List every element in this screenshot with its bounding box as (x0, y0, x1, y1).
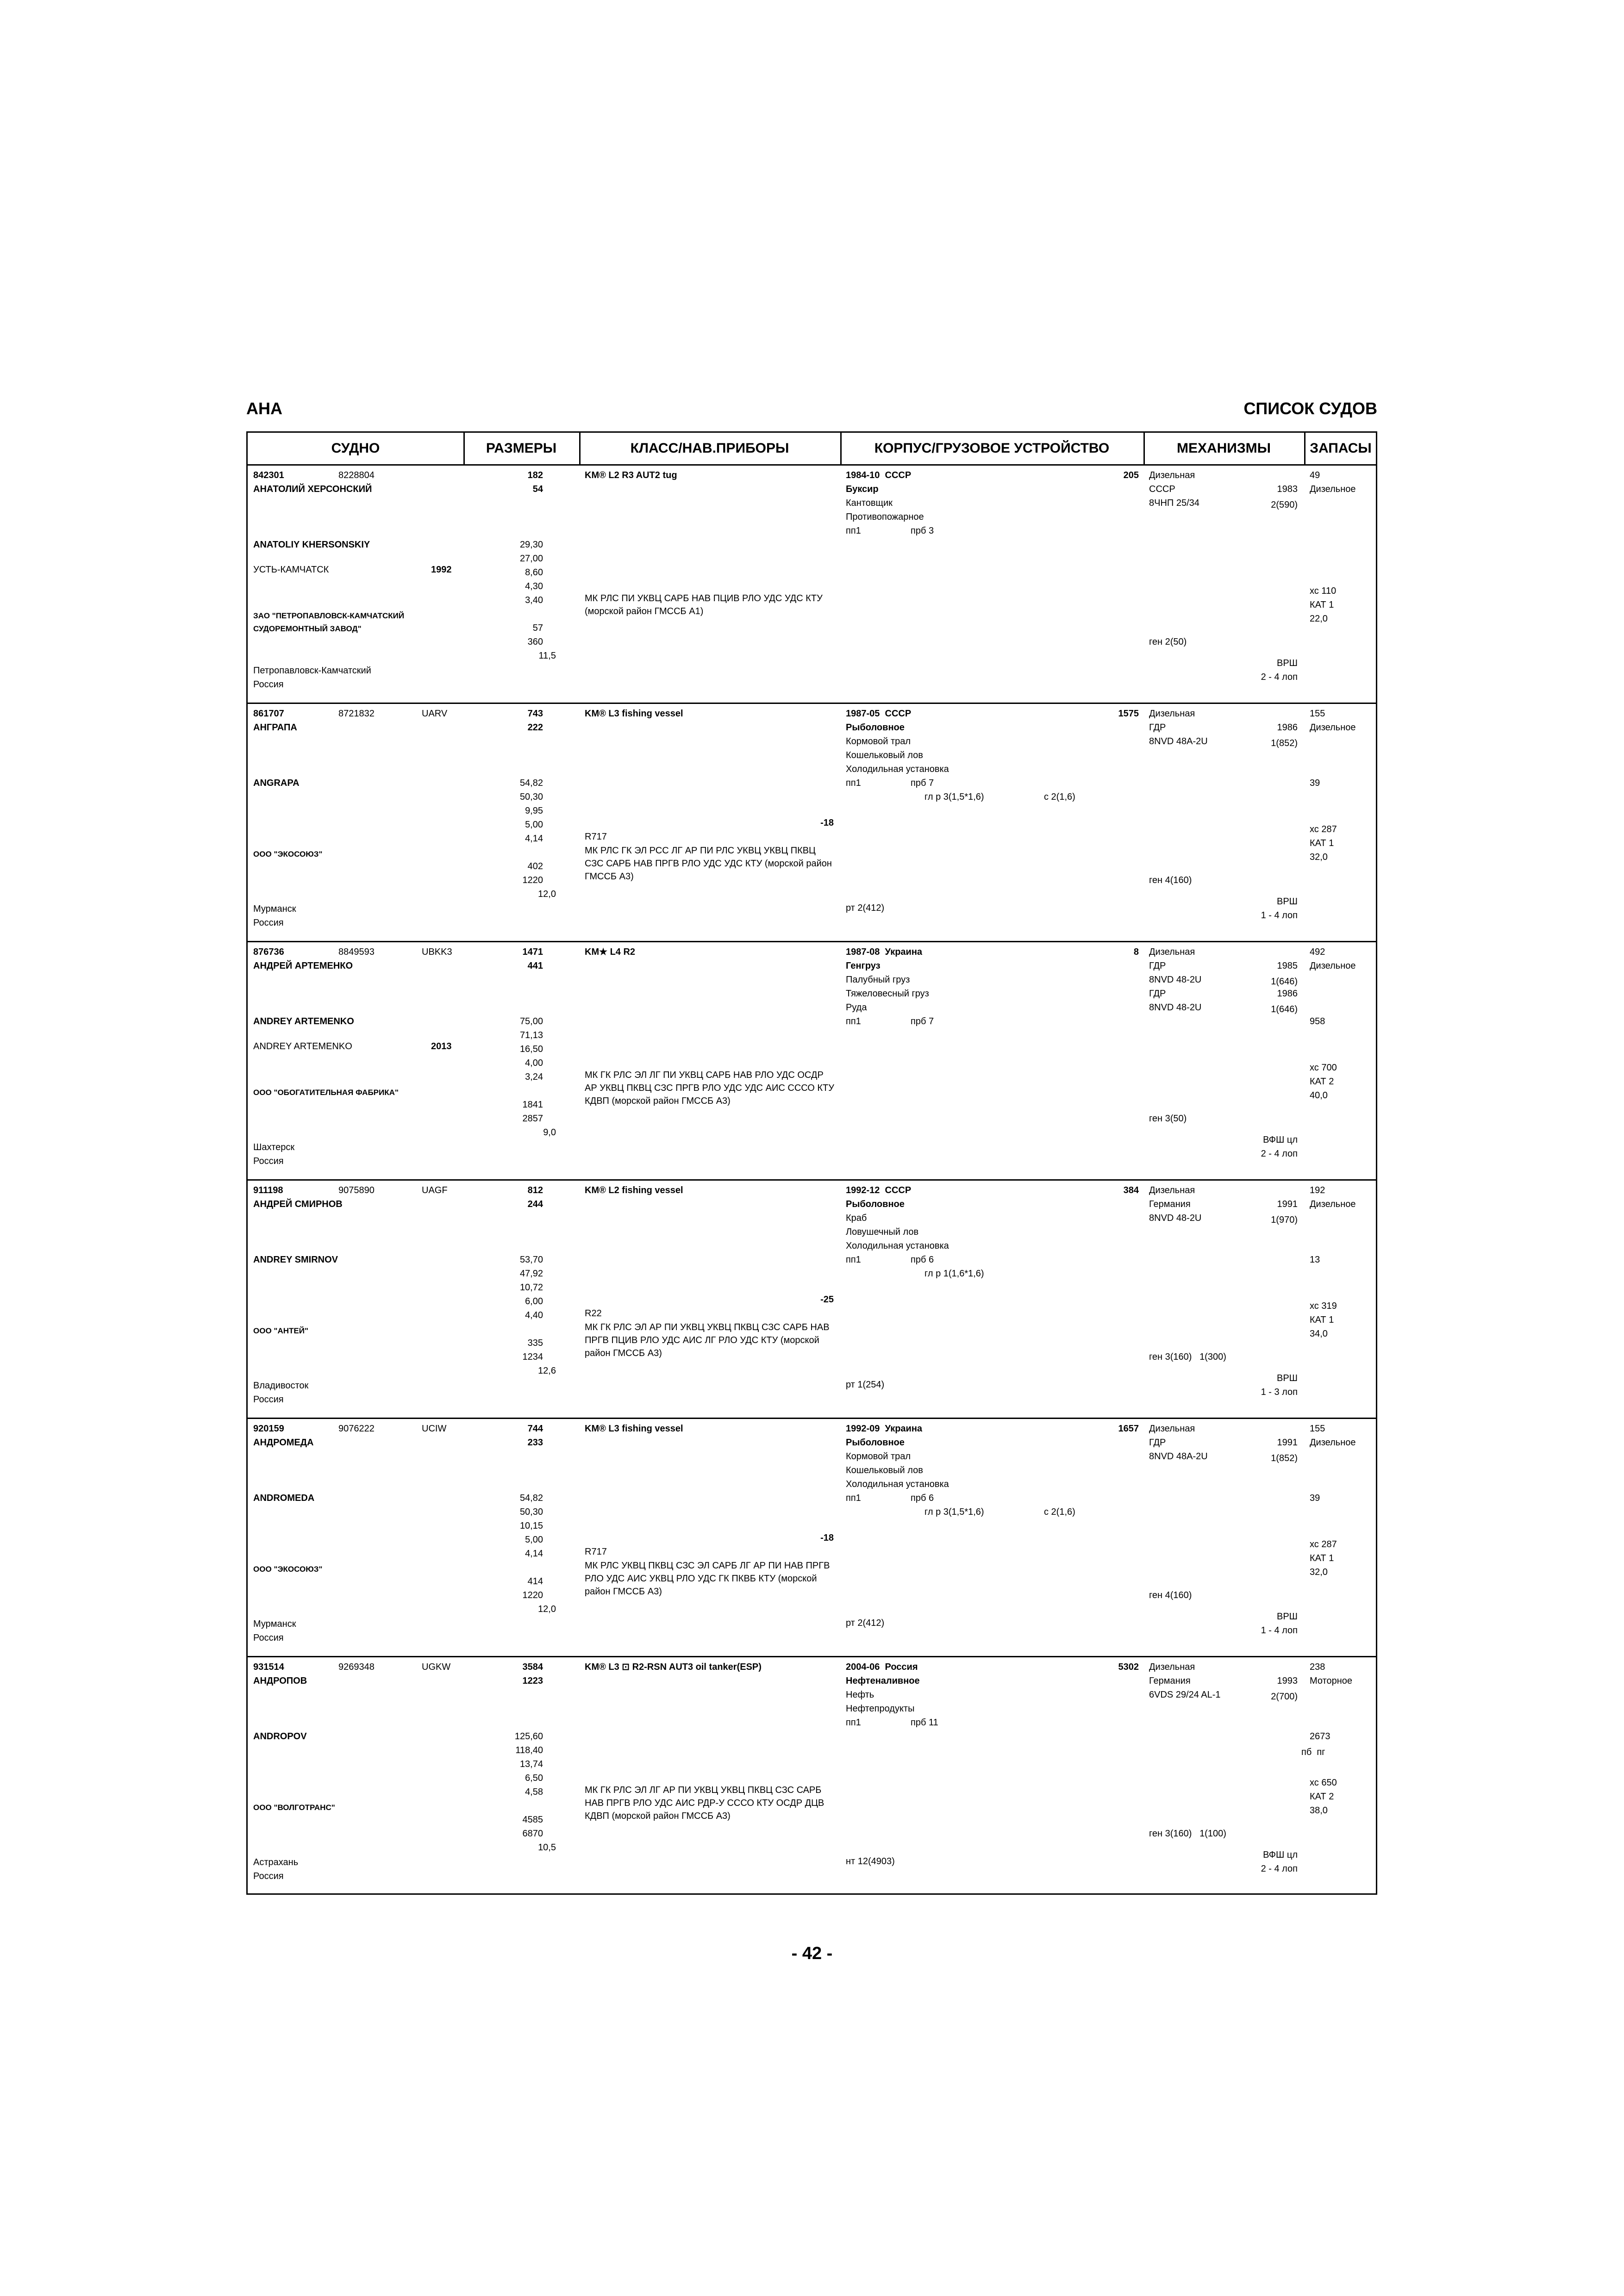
stores-crew: КАТ 1 (1310, 1553, 1334, 1563)
ship-owner: ООО "ЭКОСОЮЗ" (253, 1565, 323, 1574)
dimension-value: 16,50 (519, 1044, 543, 1054)
ship-country: Россия (253, 1156, 284, 1166)
ship-port: Владивосток (253, 1381, 309, 1391)
ship-country: Россия (253, 918, 284, 928)
stores-crew: 22,0 (1310, 614, 1328, 624)
hull-bulkheads: прб 7 (911, 1016, 934, 1027)
engine-year: 1985 (1277, 961, 1298, 971)
ice-class: -18 (820, 818, 834, 828)
hull-type: Рыболовное (846, 722, 905, 733)
generators: ген 3(160) 1(300) (1149, 1352, 1226, 1362)
propeller: ВРШ (1276, 1612, 1298, 1622)
hull-feature: Кошельковый лов (846, 750, 923, 760)
engine-country: Германия (1149, 1199, 1191, 1209)
stores-crew: КАТ 2 (1310, 1792, 1334, 1802)
hull-deck: пп1 (846, 778, 861, 788)
dimension-value: 27,00 (519, 554, 543, 564)
dimension-value: 75,00 (519, 1016, 543, 1027)
propeller: ВФШ цл (1263, 1135, 1298, 1145)
hull-holds: нт 12(4903) (846, 1856, 895, 1867)
hull-feature: Холодильная установка (846, 1241, 949, 1251)
ship-country: Россия (253, 1394, 284, 1405)
hull-number: 5302 (1118, 1662, 1139, 1672)
engine-model: 8NVD 48A-2U (1149, 736, 1208, 747)
hull-build-date: 1984-10 СССР (846, 470, 912, 480)
ship-build-year: 2013 (431, 1041, 452, 1052)
dimension-value: 11,5 (538, 651, 556, 661)
ship-name: АНДРОМЕДА (253, 1437, 314, 1448)
hull-feature: Кантовщик (846, 498, 893, 508)
hull-deck: пп1 (846, 1255, 861, 1265)
ship-name-latin: ANDROPOV (253, 1731, 307, 1742)
propeller-blades: 2 - 4 лоп (1261, 1149, 1298, 1159)
stores-crew: хс 287 (1310, 1539, 1337, 1549)
gross-tonnage: 1471 (522, 947, 543, 957)
hull-feature: Кошельковый лов (846, 1465, 923, 1475)
engine-type: Дизельная (1149, 1662, 1195, 1672)
dimension-value: 50,30 (519, 792, 543, 802)
dimension-value: 54,82 (519, 778, 543, 788)
ship-port: Шахтерск (253, 1142, 295, 1152)
hull-cranes: с 2(1,6) (1044, 792, 1075, 802)
hull-bulkheads: прб 3 (911, 526, 934, 536)
ship-owner: ООО "ЭКОСОЮЗ" (253, 850, 323, 859)
dimension-value: 71,13 (519, 1030, 543, 1040)
ship-country: Россия (253, 1633, 284, 1643)
stores-crew: КАТ 1 (1310, 838, 1334, 848)
ship-port: Астрахань (253, 1857, 299, 1867)
hull-type: Генгруз (846, 961, 881, 971)
dimension-value: 6,50 (525, 1773, 543, 1783)
nav-code: R717 (585, 1547, 607, 1557)
gross-tonnage: 182 (527, 470, 543, 480)
engine-power: 1(646) (1271, 1004, 1298, 1014)
nav-equipment: МК ГК РЛС ЭЛ ЛГ АР ПИ УКВЦ УКВЦ ПКВЦ СЗС САРБ НАВ ПРГВ РЛО УДС АИС РДР-У СССО КТУ ОСДР ДЦВ КДВП (морской район ГМССБ А3) (585, 1785, 824, 1821)
hull-feature: Ловушечный лов (846, 1227, 919, 1237)
hull-holds: рт 2(412) (846, 1618, 885, 1628)
engine-type: Дизельная (1149, 947, 1195, 957)
dimension-value: 335 (527, 1338, 543, 1348)
hull-deck: пп1 (846, 526, 861, 536)
stores-crew: КАТ 1 (1310, 600, 1334, 610)
generators: ген 3(160) 1(100) (1149, 1829, 1226, 1839)
dimension-value: 13,74 (519, 1759, 543, 1769)
page-number: - 42 - (791, 1944, 833, 1963)
ship-name-latin: ANDREY ARTEMENKO (253, 1016, 354, 1027)
ship-port: Мурманск (253, 904, 296, 914)
propeller: ВРШ (1276, 1373, 1298, 1383)
ship-name: АНДРЕЙ СМИРНОВ (253, 1199, 343, 1209)
dimension-value: 1220 (522, 875, 543, 885)
engine-model: 8NVD 48-2U (1149, 1002, 1202, 1013)
stores-crew: 34,0 (1310, 1329, 1328, 1339)
dimension-value: 4,00 (525, 1058, 543, 1068)
hull-build-date: 1992-12 СССР (846, 1185, 912, 1195)
dimension-value: 9,0 (543, 1127, 556, 1138)
ship-name: АНГРАПА (253, 722, 297, 733)
propeller: ВФШ цл (1263, 1850, 1298, 1860)
dimension-value: 5,00 (525, 1535, 543, 1545)
nav-equipment: МК РЛС УКВЦ ПКВЦ СЗС ЭЛ САРБ ЛГ АР ПИ НАВ ПРГВ РЛО УДС АИС УКВЦ РЛО УДС ГК ПКВБ КТУ (морской район ГМССБ А3) (585, 1561, 830, 1597)
generators: ген 4(160) (1149, 1590, 1192, 1600)
dimension-value: 414 (527, 1576, 543, 1587)
hull-number: 1575 (1118, 709, 1139, 719)
stores-crew: 40,0 (1310, 1090, 1328, 1101)
dimension-value: 1234 (522, 1352, 543, 1362)
stores-fuel-amount: 238 (1310, 1662, 1325, 1672)
dimension-value: 4,30 (525, 581, 543, 591)
column-header-ship: СУДНО (331, 441, 380, 456)
dimension-value: 402 (527, 861, 543, 871)
engine-country: ГДР (1149, 989, 1166, 999)
hull-feature: Тяжеловесный груз (846, 989, 929, 999)
hull-bulkheads: прб 6 (911, 1255, 934, 1265)
hull-build-date: 1987-05 СССР (846, 709, 912, 719)
hull-type: Рыболовное (846, 1437, 905, 1448)
engine-year: 1986 (1277, 989, 1298, 999)
ship-owner: ООО "АНТЕЙ" (253, 1326, 309, 1335)
ship-imo-number: 8849593 (338, 947, 375, 957)
nav-code: R717 (585, 832, 607, 842)
ship-name: АНДРЕЙ АРТЕМЕНКО (253, 961, 353, 971)
stores-fuel-type: Дизельное (1310, 484, 1356, 494)
propeller-blades: 2 - 4 лоп (1261, 672, 1298, 682)
dimension-value: 12,6 (538, 1366, 556, 1376)
stores-crew: хс 650 (1310, 1778, 1337, 1788)
stores-crew: хс 319 (1310, 1301, 1337, 1311)
ship-register-table (246, 431, 1377, 1895)
dimension-value: 10,72 (519, 1282, 543, 1293)
dimension-value: 12,0 (538, 889, 556, 899)
engine-power: 2(590) (1271, 500, 1298, 510)
dimension-value: 8,60 (525, 567, 543, 578)
net-tonnage: 54 (532, 484, 543, 494)
ship-call-sign: UAGF (422, 1185, 448, 1195)
stores-fuel-amount: 492 (1310, 947, 1325, 957)
engine-country: Германия (1149, 1676, 1191, 1686)
ship-imo-number: 8228804 (338, 470, 375, 480)
engine-year: 1993 (1277, 1676, 1298, 1686)
dimension-value: 118,40 (515, 1745, 543, 1755)
stores-crew: хс 287 (1310, 824, 1337, 834)
gross-tonnage: 744 (527, 1424, 543, 1434)
stores-fuel-type: Дизельное (1310, 1199, 1356, 1209)
hull-feature: Кормовой трал (846, 1451, 911, 1462)
hull-build-date: 2004-06 Россия (846, 1662, 918, 1672)
stores-extra: пб пг (1301, 1747, 1325, 1757)
class-notation: KM® L2 fishing vessel (585, 1185, 683, 1195)
net-tonnage: 1223 (522, 1676, 543, 1686)
propeller: ВРШ (1276, 896, 1298, 907)
ship-owner: ООО "ВОЛГОТРАНС" (253, 1803, 335, 1812)
dimension-value: 3,24 (525, 1072, 543, 1082)
nav-equipment: МК ГК РЛС ЭЛ АР ПИ УКВЦ УКВЦ ПКВЦ СЗС САРБ НАВ ПРГВ ПЦИВ РЛО УДС АИС ЛГ РЛО УДС КТУ (морской район ГМССБ А3) (585, 1322, 830, 1358)
class-notation: KM® L3 fishing vessel (585, 1424, 683, 1434)
ship-imo-number: 9075890 (338, 1185, 375, 1195)
dimension-value: 12,0 (538, 1604, 556, 1614)
hull-hatches: гл р 3(1,5*1,6) (924, 1507, 984, 1517)
ship-port: Мурманск (253, 1619, 296, 1629)
engine-type: Дизельная (1149, 1185, 1195, 1195)
ship-reg-number: 842301 (253, 470, 284, 480)
stores-fuel-type: Моторное (1310, 1676, 1353, 1686)
hull-holds: рт 2(412) (846, 903, 885, 913)
dimension-value: 1220 (522, 1590, 543, 1600)
dimension-value: 4585 (522, 1815, 543, 1825)
ship-reg-number: 876736 (253, 947, 284, 957)
hull-deck: пп1 (846, 1016, 861, 1027)
hull-number: 1657 (1118, 1424, 1139, 1434)
net-tonnage: 222 (527, 722, 543, 733)
dimension-value: 47,92 (519, 1269, 543, 1279)
hull-number: 384 (1123, 1185, 1139, 1195)
hull-feature: Противопожарное (846, 512, 924, 522)
ship-name: АНАТОЛИЙ ХЕРСОНСКИЙ (253, 484, 372, 494)
ship-reg-number: 861707 (253, 709, 284, 719)
ship-reg-number: 920159 (253, 1424, 284, 1434)
ship-country: Россия (253, 1871, 284, 1881)
dimension-value: 2857 (522, 1114, 543, 1124)
hull-type: Рыболовное (846, 1199, 905, 1209)
ship-imo-number: 9269348 (338, 1662, 375, 1672)
header-right: СПИСОК СУДОВ (1243, 399, 1377, 418)
generators: ген 3(50) (1149, 1114, 1187, 1124)
dimension-value: 10,15 (519, 1521, 543, 1531)
ship-name-latin: ANATOLIY KHERSONSKIY (253, 540, 370, 550)
ship-name-latin: ANDREY SMIRNOV (253, 1255, 338, 1265)
ship-name: АНДРОПОВ (253, 1676, 307, 1686)
generators: ген 4(160) (1149, 875, 1192, 885)
hull-feature: Краб (846, 1213, 867, 1223)
class-notation: KM® L3 ⊡ R2-RSN AUT3 oil tanker(ESP) (585, 1662, 762, 1672)
hull-feature: Палубный груз (846, 975, 910, 985)
engine-power: 1(852) (1271, 738, 1298, 748)
dimension-value: 53,70 (519, 1255, 543, 1265)
dimension-value: 125,60 (514, 1731, 543, 1742)
dimension-value: 6870 (522, 1829, 543, 1839)
engine-type: Дизельная (1149, 1424, 1195, 1434)
ship-build-place: ANDREY ARTEMENKO (253, 1041, 352, 1052)
hull-hatches: гл р 3(1,5*1,6) (924, 792, 984, 802)
stores-water: 39 (1310, 778, 1320, 788)
hull-type: Буксир (846, 484, 879, 494)
ship-imo-number: 8721832 (338, 709, 375, 719)
class-notation: KM® L2 R3 AUT2 tug (585, 470, 677, 480)
gross-tonnage: 812 (527, 1185, 543, 1195)
dimension-value: 3,40 (525, 595, 543, 605)
ship-reg-number: 911198 (253, 1185, 283, 1195)
stores-water: 39 (1310, 1493, 1320, 1503)
hull-feature: Нефть (846, 1690, 874, 1700)
dimension-value: 1841 (522, 1100, 543, 1110)
ship-country: Россия (253, 679, 284, 690)
net-tonnage: 233 (527, 1437, 543, 1448)
nav-equipment: МК ГК РЛС ЭЛ ЛГ ПИ УКВЦ САРБ НАВ РЛО УДС ОСДР АР УКВЦ ПКВЦ СЗС ПРГВ РЛО УДС УДС АИС СССО КТУ КДВП (морской район ГМССБ А3) (585, 1070, 834, 1106)
engine-model: 8NVD 48A-2U (1149, 1451, 1208, 1462)
engine-country: ГДР (1149, 961, 1166, 971)
stores-crew: хс 110 (1310, 586, 1337, 596)
hull-feature: Нефтепродукты (846, 1704, 915, 1714)
net-tonnage: 244 (527, 1199, 543, 1209)
engine-model: 8NVD 48-2U (1149, 1213, 1202, 1223)
stores-crew: КАТ 1 (1310, 1315, 1334, 1325)
dimension-value: 57 (532, 623, 543, 633)
engine-country: ГДР (1149, 1437, 1166, 1448)
stores-crew: 38,0 (1310, 1805, 1328, 1816)
hull-build-date: 1992-09 Украина (846, 1424, 923, 1434)
stores-crew: КАТ 2 (1310, 1076, 1334, 1087)
engine-model: 6VDS 29/24 AL-1 (1149, 1690, 1221, 1700)
hull-feature: Кормовой трал (846, 736, 911, 747)
engine-country: СССР (1149, 484, 1175, 494)
nav-equipment: МК РЛС ПИ УКВЦ САРБ НАВ ПЦИВ РЛО УДС УДС КТУ (морской район ГМССБ А1) (585, 593, 823, 616)
dimension-value: 4,14 (525, 1549, 543, 1559)
hull-hatches: гл р 1(1,6*1,6) (924, 1269, 984, 1279)
hull-cranes: с 2(1,6) (1044, 1507, 1075, 1517)
dimension-value: 5,00 (525, 820, 543, 830)
hull-build-date: 1987-08 Украина (846, 947, 923, 957)
propeller-blades: 1 - 4 лоп (1261, 910, 1298, 921)
ship-name-latin: ANDROMEDA (253, 1493, 315, 1503)
ship-name-latin: ANGRAPA (253, 778, 300, 788)
ship-call-sign: UARV (422, 709, 448, 719)
dimension-value: 9,95 (525, 806, 543, 816)
stores-crew: хс 700 (1310, 1063, 1337, 1073)
engine-type: Дизельная (1149, 709, 1195, 719)
header-left: АНА (246, 399, 282, 418)
engine-power: 2(700) (1271, 1692, 1298, 1702)
class-notation: KM★ L4 R2 (585, 947, 636, 957)
engine-year: 1991 (1277, 1437, 1298, 1448)
hull-number: 8 (1133, 947, 1139, 957)
engine-year: 1991 (1277, 1199, 1298, 1209)
gross-tonnage: 3584 (522, 1662, 543, 1672)
hull-deck: пп1 (846, 1493, 861, 1503)
ship-call-sign: UGKW (422, 1662, 451, 1672)
propeller-blades: 1 - 3 лоп (1261, 1387, 1298, 1397)
hull-feature: Холодильная установка (846, 764, 949, 774)
hull-bulkheads: прб 7 (911, 778, 934, 788)
stores-water: 2673 (1310, 1731, 1330, 1742)
dimension-value: 6,00 (525, 1296, 543, 1307)
engine-type: Дизельная (1149, 470, 1195, 480)
dimension-value: 360 (527, 637, 543, 647)
stores-fuel-type: Дизельное (1310, 722, 1356, 733)
hull-deck: пп1 (846, 1717, 861, 1728)
dimension-value: 4,14 (525, 834, 543, 844)
stores-fuel-type: Дизельное (1310, 1437, 1356, 1448)
engine-country: ГДР (1149, 722, 1166, 733)
dimension-value: 50,30 (519, 1507, 543, 1517)
ship-reg-number: 931514 (253, 1662, 284, 1672)
hull-type: Нефтеналивное (846, 1676, 920, 1686)
gross-tonnage: 743 (527, 709, 543, 719)
column-header-dimensions: РАЗМЕРЫ (486, 441, 557, 456)
engine-model: 8ЧНП 25/34 (1149, 498, 1199, 508)
ice-class: -25 (820, 1294, 834, 1305)
dimension-value: 29,30 (519, 540, 543, 550)
dimension-value: 54,82 (519, 1493, 543, 1503)
engine-year: 1986 (1277, 722, 1298, 733)
column-header-machinery: МЕХАНИЗМЫ (1176, 441, 1271, 456)
propeller-blades: 1 - 4 лоп (1261, 1625, 1298, 1636)
ship-build-place: УСТЬ-КАМЧАТСК (253, 565, 329, 575)
stores-fuel-amount: 49 (1310, 470, 1320, 480)
column-header-class: КЛАСС/НАВ.ПРИБОРЫ (630, 441, 789, 456)
hull-feature: Холодильная установка (846, 1479, 949, 1489)
stores-fuel-type: Дизельное (1310, 961, 1356, 971)
stores-crew: 32,0 (1310, 852, 1328, 862)
ice-class: -18 (820, 1533, 834, 1543)
stores-fuel-amount: 155 (1310, 1424, 1325, 1434)
ship-imo-number: 9076222 (338, 1424, 375, 1434)
ship-port: Петропавловск-Камчатский (253, 666, 371, 676)
column-header-hull: КОРПУС/ГРУЗОВОЕ УСТРОЙСТВО (874, 441, 1110, 456)
stores-fuel-amount: 155 (1310, 709, 1325, 719)
hull-feature: Руда (846, 1002, 867, 1013)
dimension-value: 10,5 (538, 1842, 556, 1853)
ship-call-sign: UBKK3 (422, 947, 452, 957)
propeller-blades: 2 - 4 лоп (1261, 1864, 1298, 1874)
net-tonnage: 441 (527, 961, 543, 971)
nav-code: R22 (585, 1308, 602, 1319)
hull-bulkheads: прб 11 (911, 1717, 938, 1728)
stores-fuel-amount: 192 (1310, 1185, 1325, 1195)
stores-water: 13 (1310, 1255, 1320, 1265)
engine-model: 8NVD 48-2U (1149, 975, 1202, 985)
ship-build-year: 1992 (431, 565, 452, 575)
engine-year: 1983 (1277, 484, 1298, 494)
dimension-value: 4,40 (525, 1310, 543, 1320)
engine-power: 1(852) (1271, 1453, 1298, 1463)
engine-power: 1(646) (1271, 977, 1298, 987)
ship-owner: ЗАО "ПЕТРОПАВЛОВСК-КАМЧАТСКИЙ СУДОРЕМОНТНЫЙ ЗАВОД" (253, 611, 405, 633)
dimension-value: 4,58 (525, 1787, 543, 1797)
generators: ген 2(50) (1149, 637, 1187, 647)
engine-power: 1(970) (1271, 1215, 1298, 1225)
hull-number: 205 (1123, 470, 1139, 480)
stores-water: 958 (1310, 1016, 1325, 1027)
stores-crew: 32,0 (1310, 1567, 1328, 1577)
ship-call-sign: UCIW (422, 1424, 447, 1434)
propeller: ВРШ (1276, 658, 1298, 668)
ship-owner: ООО "ОБОГАТИТЕЛЬНАЯ ФАБРИКА" (253, 1088, 399, 1097)
nav-equipment: МК РЛС ГК ЭЛ РСС ЛГ АР ПИ РЛС УКВЦ УКВЦ ПКВЦ СЗС САРБ НАВ ПРГВ РЛО УДС УДС КТУ (морской район ГМССБ А3) (585, 846, 832, 882)
column-header-stores: ЗАПАСЫ (1310, 441, 1372, 456)
hull-bulkheads: прб 6 (911, 1493, 934, 1503)
hull-holds: рт 1(254) (846, 1380, 885, 1390)
class-notation: KM® L3 fishing vessel (585, 709, 683, 719)
